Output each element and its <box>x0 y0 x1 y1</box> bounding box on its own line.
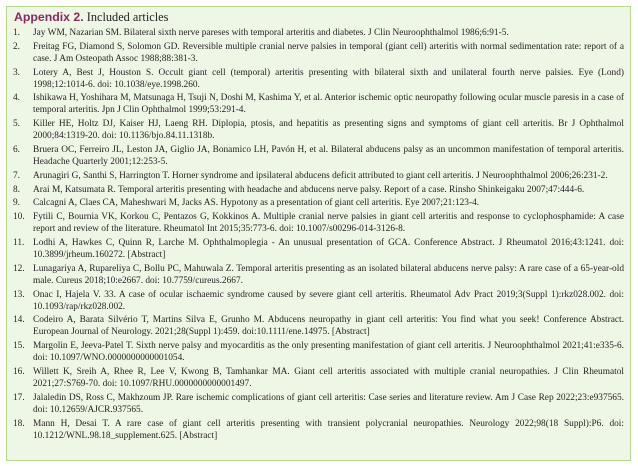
reference-item <box>13 392 624 416</box>
reference-item <box>13 289 624 313</box>
reference-text: Bruera OC, Ferreiro JL, Leston JA, Giglio JA, Bonamico LH, Pavón H, et al. Bilateral abducens palsy as an uncommon manifestation of temporal arteritis. Headache Quarterly 2001;12:253-5. <box>33 144 624 167</box>
reference-number: 12. <box>13 263 25 274</box>
reference-text: Calcagni A, Claes CA, Maheshwari M, Jacks AS. Hypotony as a presentation of giant cell arteritis. Eye 2007;21:123-4. <box>33 198 480 209</box>
reference-text: Onac I, Hajela V. 33. A case of ocular ischaemic syndrome caused by severe giant cell arteritis. Rheumatol Adv Pract 2019;3(Suppl 1):rkz028.002. doi: 10.1093/rap/rkz028.002. <box>33 289 624 312</box>
appendix-box <box>6 6 631 461</box>
reference-item <box>13 237 624 261</box>
reference-number: 7. <box>13 170 21 181</box>
reference-number: 2. <box>13 41 21 52</box>
reference-text: Freitag FG, Diamond S, Solomon GD. Reversible multiple cranial nerve palsies in temporal (giant cell) arteritis with normal sedimentation rate: report of a case. J Am Osteopath Assoc 1988;88:381-3. <box>33 41 624 64</box>
reference-item <box>13 27 624 39</box>
reference-item <box>13 263 624 287</box>
reference-number: 15. <box>13 341 25 352</box>
reference-text: Margolin E, Jeeva-Patel T. Sixth nerve palsy and myocarditis as the only presenting manifestation of giant cell arteritis. J Neuroophthalmol 2021;41:e335-6. doi: 10.1097/WNO.0000000000001054. <box>33 341 624 364</box>
reference-item <box>13 41 624 65</box>
reference-number: 18. <box>13 418 25 429</box>
reference-item <box>13 197 624 209</box>
reference-number: 13. <box>13 289 25 300</box>
reference-item <box>13 340 624 364</box>
reference-text: Codeiro A, Barata Silvério T, Martins Silva E, Grunho M. Abducens neuropathy in giant cell arteritis: You find what you seek! Conference Abstract. European Journal of Neurology. 2021;28(Suppl 1):459. doi:10.1111/ene.14975. [Abstract] <box>33 315 624 338</box>
reference-number: 5. <box>13 119 21 130</box>
reference-number: 3. <box>13 67 21 78</box>
reference-item <box>13 170 624 182</box>
reference-text: Mann H, Desai T. A rare case of giant cell arteritis presenting with transient polycranial neuropathies. Neurology 2022;98(18 Suppl):P6. doi: 10.1212/WNL.98.18_supplement.625. [Abstract] <box>33 418 624 441</box>
reference-number: 1. <box>13 28 21 38</box>
reference-number: 8. <box>13 184 21 195</box>
reference-number: 14. <box>13 315 25 326</box>
reference-item <box>13 184 624 196</box>
reference-number: 6. <box>13 144 21 155</box>
reference-item <box>13 211 624 235</box>
reference-item <box>13 366 624 390</box>
reference-text: Willett K, Sreih A, Rhee R, Lee V, Kwong B, Tamhankar MA. Giant cell arteritis associated with multiple cranial neuropathies. J Clin Rheumatol 2021;27:S769-70. doi: 10.1097/RHU.0000000000001497. <box>33 366 624 389</box>
reference-text: Killer HE, Holtz DJ, Kaiser HJ, Laeng RH. Diplopia, ptosis, and hepatitis as presenting signs and symptoms of giant cell arteritis. Br J Ophthalmol 2000;84:1319-20. doi: 10.1136/bjo.84.11.1318b. <box>33 119 624 142</box>
reference-text: Jalaledin DS, Ross C, Makhzoum JP. Rare ischemic complications of giant cell arteritis: Case series and literature review. Am J Case Rep 2022;23:e937565. doi: 10.12659/AJCR.937565. <box>33 392 624 415</box>
reference-text: Fytili C, Bournia VK, Korkou C, Pentazos G, Kokkinos A. Multiple cranial nerve palsies in giant cell arteritis and response to cyclophosphamide: A case report and review of the literature. Rheumatol Int 2015;35:773-6. doi: 10.1007/s00296-014-3126-8. <box>33 212 624 235</box>
reference-text: Arunagiri G, Santhi S, Harrington T. Horner syndrome and ipsilateral abducens deficit attributed to giant cell arteritis. J Neuroophthalmol 2006;26:231-2. <box>33 170 608 181</box>
reference-number: 10. <box>13 212 25 223</box>
reference-item <box>13 144 624 168</box>
reference-text: Jay WM, Nazarian SM. Bilateral sixth nerve pareses with temporal arteritis and diabetes. J Clin Neuroophthalmol 1986;6:91-5. <box>33 28 509 38</box>
reference-text: Lunagariya A, Rupareliya C, Bollu PC, Mahuwala Z. Temporal arteritis presenting as an isolated bilateral abducens nerve palsy: A rare case of a 65-year-old male. Cureus 2018;10:e2667. doi: 10.7759/cureus.2667. <box>33 263 624 286</box>
reference-item <box>13 418 624 442</box>
reference-number: 16. <box>13 366 25 377</box>
reference-number: 9. <box>13 198 21 209</box>
reference-text: Arai M, Katsumata R. Temporal arteritis presenting with headache and abducens nerve palsy. Report of a case. Rinsho Shinkeigaku 2007;47:444-6. <box>33 184 585 195</box>
reference-number: 11. <box>13 237 25 248</box>
reference-text: Ishikawa H, Yoshihara M, Matsunaga H, Tsuji N, Doshi M, Kashima Y, et al. Anterior ischemic optic neuropathy following ocular muscle paresis in a case of temporal arteritis. Jpn J Clin Ophthalmol 1999;53:291-4. <box>33 93 624 116</box>
reference-number: 4. <box>13 93 21 104</box>
reference-text: Lodhi A, Hawkes C, Quinn R, Larche M. Ophthalmoplegia - An unusual presentation of GCA. Conference Abstract. J Rheumatol 2016;43:1241. doi: 10.3899/jrheum.160272. [Abstract] <box>33 237 624 260</box>
reference-number: 17. <box>13 392 25 403</box>
reference-item <box>13 118 624 142</box>
reference-item <box>13 67 624 91</box>
reference-item <box>13 92 624 116</box>
reference-text: Lotery A, Best J, Houston S. Occult giant cell (temporal) arteritis presenting with bilateral sixth and unilateral fourth nerve palsies. Eye (Lond) 1998;12:1014-6. doi: 10.1038/eye.1998.260. <box>33 67 624 90</box>
reference-list <box>13 27 624 442</box>
reference-item <box>13 314 624 338</box>
appendix-label: Appendix 2. <box>14 10 84 24</box>
appendix-title: Included articles <box>86 10 169 24</box>
appendix-heading <box>14 10 624 24</box>
